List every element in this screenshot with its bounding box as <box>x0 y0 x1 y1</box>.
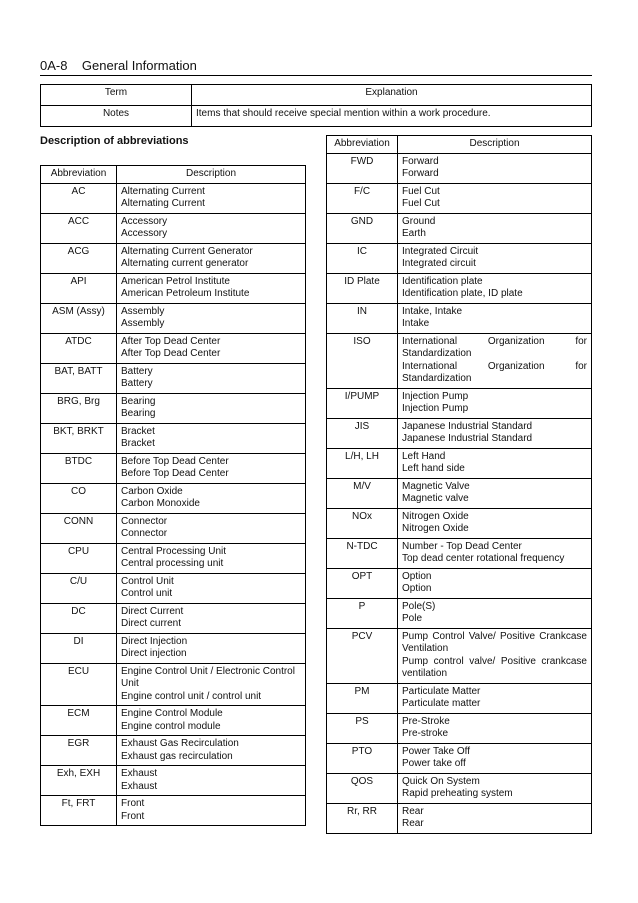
table-row <box>41 633 306 663</box>
description-line: After Top Dead Center <box>121 348 221 359</box>
description-header: Description <box>398 136 592 154</box>
description-cell <box>398 803 592 833</box>
abbreviation-cell: CONN <box>41 513 117 543</box>
description-cell <box>117 453 306 483</box>
abbreviation-cell: C/U <box>41 573 117 603</box>
term-table <box>40 84 592 127</box>
description-line: Integrated circuit <box>402 258 476 269</box>
description-line: Injection Pump <box>402 390 469 402</box>
description-cell <box>398 448 592 478</box>
page-header <box>40 57 592 75</box>
description-line: Bracket <box>121 425 155 437</box>
description-line: Power Take Off <box>402 745 470 757</box>
abbreviation-cell: GND <box>327 213 398 243</box>
table-row <box>41 663 306 706</box>
table-row <box>327 388 592 418</box>
description-cell <box>398 568 592 598</box>
description-cell <box>398 628 592 683</box>
table-row <box>41 273 306 303</box>
header-rule <box>40 75 592 76</box>
table-row <box>41 736 306 766</box>
abbreviation-cell: DC <box>41 603 117 633</box>
description-header: Description <box>117 166 306 184</box>
abbreviation-cell: M/V <box>327 478 398 508</box>
description-line: Left hand side <box>402 463 465 474</box>
description-cell <box>117 796 306 826</box>
description-line: Top dead center rotational frequency <box>402 553 565 564</box>
description-cell <box>117 766 306 796</box>
description-line: Rapid preheating system <box>402 788 513 799</box>
description-cell <box>398 273 592 303</box>
abbreviation-cell: OPT <box>327 568 398 598</box>
description-line: Bracket <box>121 438 155 449</box>
description-line: Battery <box>121 378 153 389</box>
description-line: Nitrogen Oxide <box>402 523 469 534</box>
abbreviation-header-row <box>327 136 592 154</box>
abbreviation-cell: BTDC <box>41 453 117 483</box>
term-table-header-row <box>41 85 592 106</box>
abbreviation-cell: ASM (Assy) <box>41 303 117 333</box>
description-line: Ground <box>402 215 436 227</box>
description-line: Injection Pump <box>402 403 469 414</box>
abbreviation-cell: ACG <box>41 243 117 273</box>
abbreviation-cell: I/PUMP <box>327 388 398 418</box>
abbreviation-cell: DI <box>41 633 117 663</box>
description-cell <box>398 598 592 628</box>
description-cell <box>117 573 306 603</box>
description-line: Direct injection <box>121 648 187 659</box>
description-line: Bearing <box>121 408 156 419</box>
description-line: Japanese Industrial Standard <box>402 433 533 444</box>
abbreviation-cell: QOS <box>327 773 398 803</box>
description-line: Pole(S) <box>402 600 436 612</box>
description-line: Magnetic valve <box>402 493 469 504</box>
description-line: Before Top Dead Center <box>121 468 229 479</box>
table-row <box>41 766 306 796</box>
description-cell <box>398 743 592 773</box>
description-line: Exhaust Gas Recirculation <box>121 738 239 749</box>
abbreviation-cell: BRG, Brg <box>41 393 117 423</box>
table-row <box>327 743 592 773</box>
table-row <box>327 628 592 683</box>
abbreviation-cell: BAT, BATT <box>41 363 117 393</box>
description-line: Intake <box>402 318 430 329</box>
table-row <box>327 273 592 303</box>
abbreviation-cell: ECU <box>41 663 117 706</box>
abbreviation-header-row <box>41 166 306 184</box>
table-row <box>327 418 592 448</box>
description-cell <box>398 183 592 213</box>
table-row <box>327 213 592 243</box>
table-row <box>41 393 306 423</box>
description-line: Accessory <box>121 228 168 239</box>
description-line: Earth <box>402 228 426 239</box>
description-line: Battery <box>121 365 153 377</box>
abbreviation-cell: EGR <box>41 736 117 766</box>
description-cell <box>117 213 306 243</box>
description-cell <box>398 773 592 803</box>
abbreviation-cell: NOx <box>327 508 398 538</box>
abbreviation-cell: Ft, FRT <box>41 796 117 826</box>
description-line: Connector <box>121 528 168 539</box>
abbreviation-cell: AC <box>41 183 117 213</box>
page-title: 0A-8 General Information <box>40 58 197 73</box>
description-cell <box>117 333 306 363</box>
description-line: Exhaust <box>121 780 158 792</box>
abbreviation-cell: ATDC <box>41 333 117 363</box>
description-line: Before Top Dead Center <box>121 455 229 467</box>
table-row <box>327 243 592 273</box>
description-line: Option <box>402 583 432 594</box>
description-cell <box>398 153 592 183</box>
table-row <box>41 363 306 393</box>
abbreviation-cell: PM <box>327 683 398 713</box>
table-row <box>41 796 306 826</box>
description-line: Connector <box>121 515 168 527</box>
description-line: Carbon Oxide <box>121 485 183 497</box>
abbreviation-cell: Exh, EXH <box>41 766 117 796</box>
description-cell <box>117 243 306 273</box>
table-row <box>41 603 306 633</box>
description-line: Integrated Circuit <box>402 245 479 257</box>
description-line: Engine control unit / control unit <box>121 690 262 702</box>
abbreviation-cell: PCV <box>327 628 398 683</box>
description-line: International Organization for Standardization <box>402 360 587 384</box>
abbreviation-cell: PTO <box>327 743 398 773</box>
abbreviation-header: Abbreviation <box>41 166 117 184</box>
table-row <box>327 568 592 598</box>
description-line: Direct current <box>121 618 182 629</box>
description-cell <box>117 663 306 706</box>
description-line: Forward <box>402 155 439 167</box>
table-row <box>327 303 592 333</box>
table-row <box>327 153 592 183</box>
table-row <box>41 423 306 453</box>
description-line: Particulate matter <box>402 698 481 709</box>
description-line: Pre-Stroke <box>402 715 450 727</box>
abbreviation-cell: IC <box>327 243 398 273</box>
description-line: Assembly <box>121 305 165 317</box>
table-row <box>41 183 306 213</box>
abbreviation-cell: Rr, RR <box>327 803 398 833</box>
abbreviation-cell: N-TDC <box>327 538 398 568</box>
description-line: Central processing unit <box>121 558 224 569</box>
description-line: Bearing <box>121 395 156 407</box>
description-cell <box>398 683 592 713</box>
table-row <box>41 213 306 243</box>
abbreviation-cell: ID Plate <box>327 273 398 303</box>
description-line: International Organization for Standardization <box>402 335 587 359</box>
description-cell <box>117 513 306 543</box>
table-row <box>41 106 592 127</box>
description-line: Direct Current <box>121 605 184 617</box>
explanation-header: Explanation <box>192 85 592 106</box>
description-line: Alternating Current Generator <box>121 245 253 257</box>
description-line: Pump Control Valve/ Positive Crankcase Ventilation <box>402 630 587 654</box>
description-line: Direct Injection <box>121 635 188 647</box>
table-row <box>41 706 306 736</box>
description-cell <box>117 363 306 393</box>
description-cell <box>117 393 306 423</box>
description-cell <box>398 243 592 273</box>
description-line: Exhaust gas recirculation <box>121 750 233 762</box>
abbreviation-cell: IN <box>327 303 398 333</box>
description-line: Quick On System <box>402 775 480 787</box>
description-line: Accessory <box>121 215 168 227</box>
description-line: Particulate Matter <box>402 685 481 697</box>
description-line: After Top Dead Center <box>121 335 221 347</box>
abbreviation-cell: FWD <box>327 153 398 183</box>
table-row <box>327 183 592 213</box>
table-row <box>41 483 306 513</box>
description-line: Pump control valve/ Positive crankcase ventilation <box>402 655 587 679</box>
description-line: Front <box>121 810 145 822</box>
description-line: Rear <box>402 805 424 817</box>
description-line: Alternating Current <box>121 198 205 209</box>
description-cell <box>117 633 306 663</box>
abbreviation-cell: F/C <box>327 183 398 213</box>
description-line: Left Hand <box>402 450 446 462</box>
description-line: Forward <box>402 168 439 179</box>
table-row <box>41 243 306 273</box>
description-line: Identification plate, ID plate <box>402 288 523 299</box>
table-row <box>327 333 592 388</box>
description-line: Control unit <box>121 588 173 599</box>
abbreviation-cell: L/H, LH <box>327 448 398 478</box>
abbreviation-table-right <box>326 135 592 834</box>
description-line: Alternating current generator <box>121 258 249 269</box>
description-cell <box>117 303 306 333</box>
description-cell <box>398 713 592 743</box>
description-cell <box>117 423 306 453</box>
table-row <box>327 773 592 803</box>
description-cell <box>398 478 592 508</box>
description-line: Carbon Monoxide <box>121 498 200 509</box>
description-cell <box>117 273 306 303</box>
description-cell <box>398 418 592 448</box>
abbreviation-cell: JIS <box>327 418 398 448</box>
description-cell <box>398 213 592 243</box>
description-line: Number - Top Dead Center <box>402 540 522 552</box>
description-line: Nitrogen Oxide <box>402 510 469 522</box>
description-line: Engine Control Unit / Electronic Control Unit <box>121 665 295 689</box>
abbreviation-cell: PS <box>327 713 398 743</box>
description-line: Alternating Current <box>121 185 205 197</box>
description-line: Intake, Intake <box>402 305 463 317</box>
abbreviation-table-left <box>40 165 306 826</box>
description-line: American Petrol Institute <box>121 275 230 287</box>
description-line: Rear <box>402 818 424 829</box>
description-cell <box>117 603 306 633</box>
table-row <box>41 333 306 363</box>
abbreviation-cell: ECM <box>41 706 117 736</box>
table-row <box>327 508 592 538</box>
description-cell <box>398 388 592 418</box>
explanation-cell: Items that should receive special mention within a work procedure. <box>192 106 592 127</box>
description-cell <box>117 706 306 736</box>
description-line: Magnetic Valve <box>402 480 470 492</box>
abbreviation-cell: ACC <box>41 213 117 243</box>
description-cell <box>117 736 306 766</box>
table-row <box>327 803 592 833</box>
description-line: Power take off <box>402 758 466 769</box>
description-cell <box>117 483 306 513</box>
abbreviation-cell: P <box>327 598 398 628</box>
table-row <box>41 303 306 333</box>
description-line: American Petroleum Institute <box>121 288 250 299</box>
description-line: Front <box>121 798 145 809</box>
description-cell <box>117 543 306 573</box>
description-line: Pre-stroke <box>402 728 449 739</box>
description-line: Exhaust <box>121 768 158 779</box>
table-row <box>41 453 306 483</box>
abbreviation-cell: API <box>41 273 117 303</box>
term-header: Term <box>41 85 192 106</box>
description-line: Control Unit <box>121 575 174 587</box>
description-cell <box>398 538 592 568</box>
description-cell <box>398 303 592 333</box>
table-row <box>327 713 592 743</box>
description-cell <box>398 508 592 538</box>
abbreviation-cell: ISO <box>327 333 398 388</box>
description-line: Central Processing Unit <box>121 545 227 557</box>
description-line: Engine Control Module <box>121 708 223 719</box>
abbreviation-header: Abbreviation <box>327 136 398 154</box>
term-cell: Notes <box>41 106 192 127</box>
description-line: Assembly <box>121 318 165 329</box>
description-line: Japanese Industrial Standard <box>402 420 533 432</box>
table-row <box>41 573 306 603</box>
table-row <box>327 538 592 568</box>
abbreviation-cell: CO <box>41 483 117 513</box>
description-cell <box>117 183 306 213</box>
description-line: Engine control module <box>121 720 221 732</box>
table-row <box>327 478 592 508</box>
abbreviation-cell: BKT, BRKT <box>41 423 117 453</box>
description-line: Identification plate <box>402 275 483 287</box>
description-cell <box>398 333 592 388</box>
table-row <box>327 448 592 478</box>
table-row <box>327 683 592 713</box>
description-line: Option <box>402 570 432 582</box>
description-line: Fuel Cut <box>402 185 440 197</box>
abbreviation-cell: CPU <box>41 543 117 573</box>
description-line: Fuel Cut <box>402 198 440 209</box>
description-line: Pole <box>402 613 423 624</box>
table-row <box>41 543 306 573</box>
section-title: Description of abbreviations <box>40 135 189 147</box>
table-row <box>41 513 306 543</box>
table-row <box>327 598 592 628</box>
